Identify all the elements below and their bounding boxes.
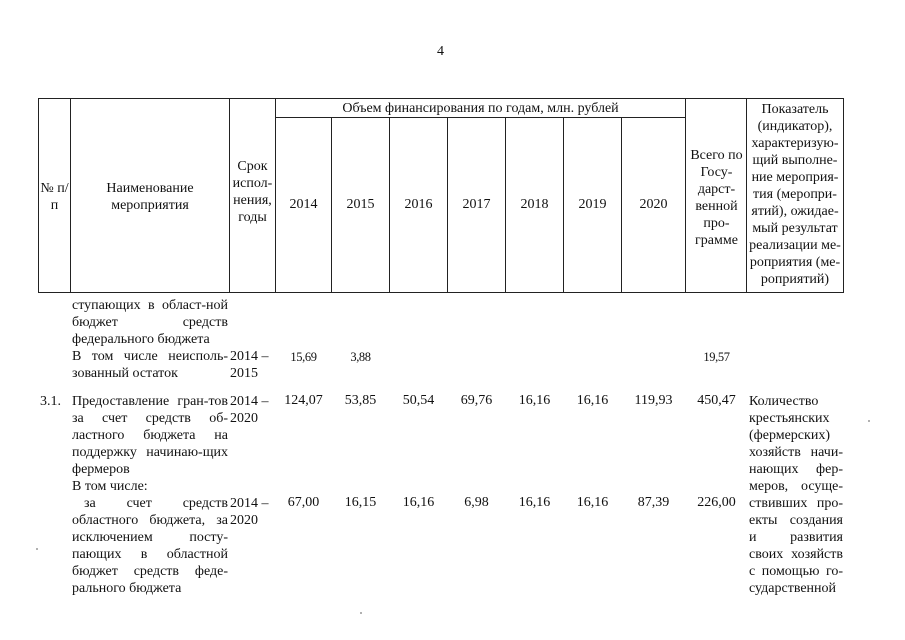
row-term: 2014 – 2020 (230, 394, 269, 426)
row-value: 3,88 (350, 350, 371, 364)
header-year: 2016 (404, 197, 433, 212)
row-value: 16,16 (576, 495, 609, 510)
scan-speck (36, 548, 38, 550)
table-top-border (38, 98, 843, 99)
row-value: 16,16 (518, 393, 551, 408)
row-name: В том числе неисполь-зованный остаток (72, 349, 228, 381)
row-value: 50,54 (402, 393, 435, 408)
header-name: Наименование мероприятия (106, 181, 194, 213)
row-value: 69,76 (460, 393, 493, 408)
row-num: 3.1. (40, 394, 61, 409)
row-indicator: Количество крестьянских (фермерских) хозяйств начи-нающих фер-меров, осуще-ствивших про-екты создания и развития своих хозяйств с помощью го-сударственной (749, 394, 843, 596)
header-year: 2020 (639, 197, 668, 212)
header-year: 2018 (520, 197, 549, 212)
row-value: 53,85 (344, 393, 377, 408)
page-number: 4 (437, 44, 444, 59)
header-year: 2014 (289, 197, 318, 212)
col-rule (275, 98, 276, 293)
row-total: 450,47 (697, 393, 736, 408)
header-year: 2017 (462, 197, 491, 212)
row-term: 2014 – 2020 (230, 496, 269, 528)
row-value: 119,93 (634, 393, 673, 408)
row-value: 6,98 (464, 495, 489, 510)
header-bottom-border (38, 292, 843, 293)
row-value: 124,07 (284, 393, 323, 408)
row-total: 19,57 (703, 350, 730, 364)
row-name: Предоставление гран-тов за счет средств об-ластного бюджета на поддержку начинаю-щих фермеров (72, 394, 228, 477)
row-name: за счет средств областного бюджета, за исключением посту-пающих в областной бюджет средств феде-рального бюджета (72, 496, 228, 596)
row-value: 16,16 (402, 495, 435, 510)
row-term: 2014 – 2015 (230, 349, 269, 381)
scan-speck (360, 612, 362, 614)
row-name: В том числе: (72, 479, 148, 494)
row-total: 226,00 (697, 495, 736, 510)
scan-speck (868, 420, 870, 422)
row-value: 15,69 (290, 350, 317, 364)
row-value: 67,00 (287, 495, 320, 510)
row-value: 16,15 (344, 495, 377, 510)
header-total: Всего по Госу-дарст-венной про-грамме (690, 148, 743, 248)
table-right-border (843, 98, 844, 293)
header-num: № п/п (40, 181, 69, 213)
row-name: ступающих в област-ной бюджет средств федерального бюджета (72, 298, 228, 347)
header-funding-group: Объем финансирования по годам, млн. рублей (342, 101, 619, 116)
header-indicator: Показатель (индикатор), характеризую-щий выполне-ние мероприя-тия (меропри-ятий), ожидае-мый результат реализации ме-роприятия (ме-роприятий) (749, 102, 841, 287)
header-year: 2019 (578, 197, 607, 212)
row-value: 16,16 (576, 393, 609, 408)
row-value: 87,39 (637, 495, 670, 510)
header-term: Срок испол-нения, годы (232, 159, 273, 225)
header-year: 2015 (346, 197, 375, 212)
col-rule (685, 98, 686, 293)
row-value: 16,16 (518, 495, 551, 510)
col-rule (70, 98, 71, 293)
funding-group-rule (275, 117, 685, 118)
